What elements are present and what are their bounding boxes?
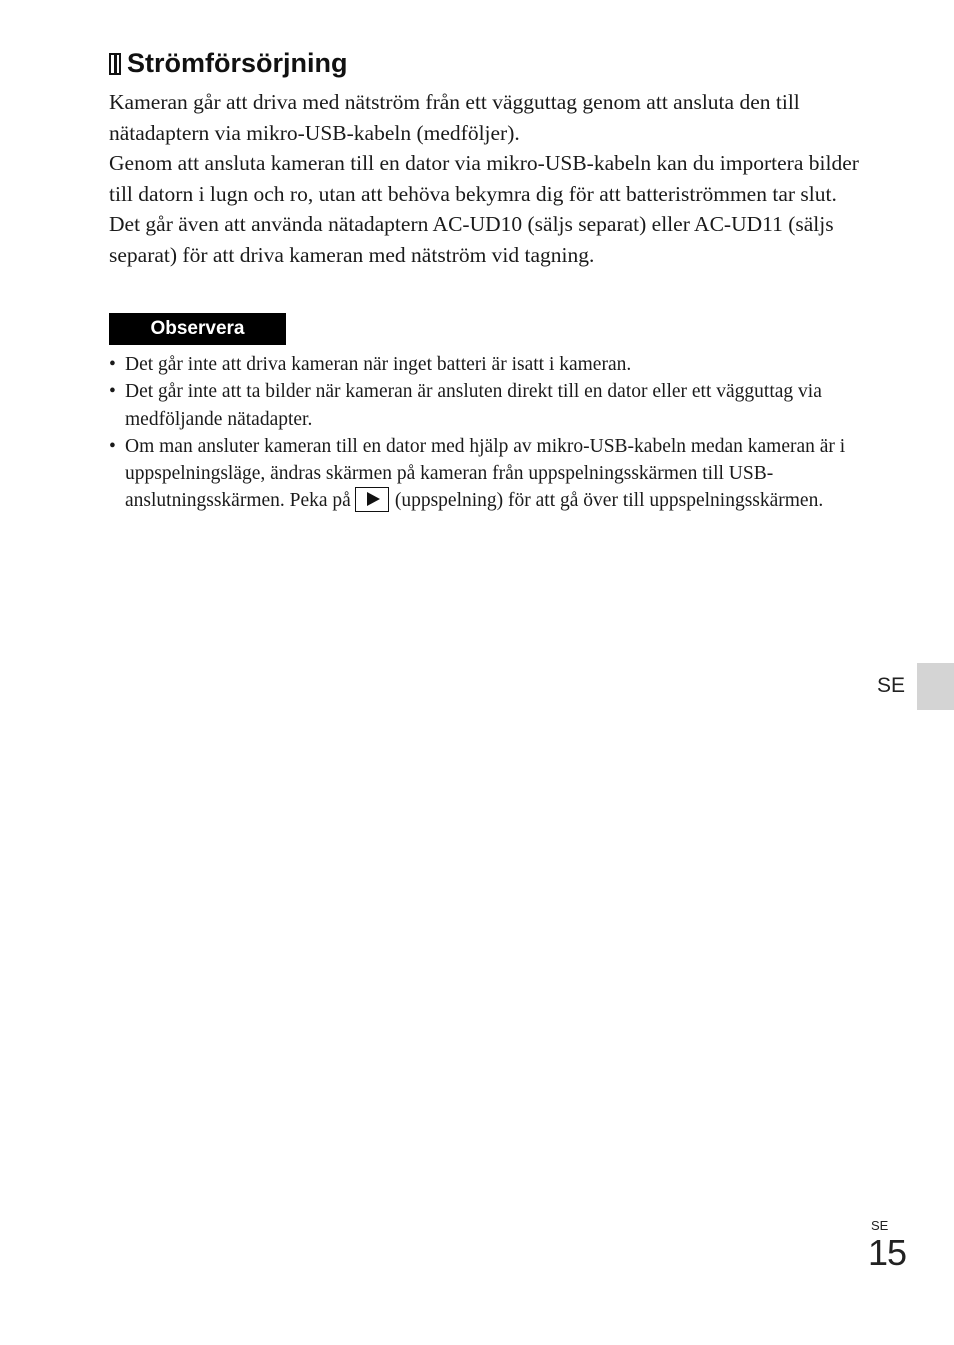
language-tab [917,663,954,710]
bullet: • [109,435,116,457]
section-heading [109,48,348,79]
page-language: SE [871,1218,889,1233]
paragraph: Det går även att använda nätadaptern AC-UD10 (säljs separat) eller AC-UD11 (säljs separat) för att driva kameran med nätström vid tagning. [109,212,834,267]
play-icon [355,487,389,512]
heading-marker-icon [109,53,121,75]
note-item [109,378,854,433]
paragraph: Genom att ansluta kameran till en dator via mikro-USB-kabeln kan du importera bilder till datorn i lugn och ro, utan att behöva bekymra dig för att batteriströmmen tar slut. [109,151,859,206]
note-text: Det går inte att driva kameran när inget batteri är isatt i kameran. [125,354,632,375]
note-text: Det går inte att ta bilder när kameran är ansluten direkt till en dator eller ett vägguttag via medföljande nätadapter. [125,381,822,430]
note-list [109,351,854,515]
language-label: SE [877,674,906,697]
paragraph: Kameran går att driva med nätström från ett vägguttag genom att ansluta den till nätadaptern via mikro-USB-kabeln (medföljer). [109,90,800,145]
page-number: 15 [868,1232,907,1273]
body-text [109,87,869,271]
section-title: Strömförsörjning [127,48,348,78]
bullet: • [109,381,116,403]
note-item [109,351,854,378]
note-text: (uppspelning) för att gå över till uppspelningsskärmen. [394,490,824,512]
bullet: • [109,354,116,375]
note-item [109,433,854,515]
note-label: Observera [109,313,286,345]
note-text: Om man ansluter kameran till en dator med hjälp av mikro-USB-kabeln medan kameran är i uppspelningsläge, ändras skärmen på kameran från uppspelningsskärmen till USB-anslutningsskärmen. Peka på [125,435,846,512]
